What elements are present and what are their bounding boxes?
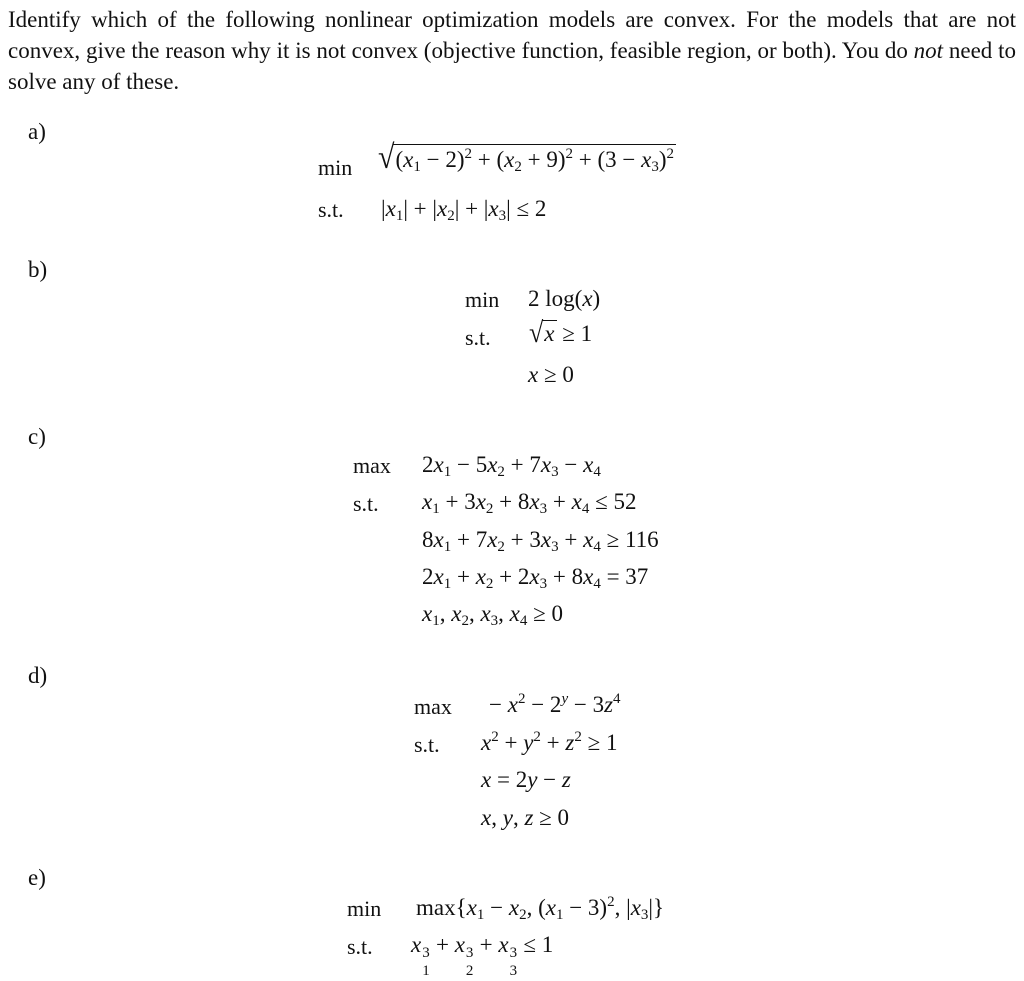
prompt-text-before: Identify which of the following nonlinear optimization models are convex. For the models that are not convex, give the reason why it is not convex (objective function, feasible region, or both). You do bbox=[8, 7, 1016, 63]
problem-e-objective: $\max\{x_1 - x_2$, $(x_1 - 3)^2$, $|x_3|$} bbox=[416, 894, 665, 923]
prompt-text-after: need to solve any of these. bbox=[8, 38, 1017, 94]
problem-c-constraint-keyword: s.t. bbox=[353, 491, 379, 516]
problem-d-objective: − $x^2 - 2^y - 3z^4$ bbox=[489, 691, 621, 717]
problem-b-constraint-2: x ≥ 0 bbox=[528, 362, 574, 387]
sqrt-symbol: √ bbox=[529, 316, 544, 349]
problem-b-constraint-keyword: s.t. bbox=[465, 325, 491, 350]
problem-c-label: c) bbox=[28, 424, 46, 449]
problem-d-label: d) bbox=[28, 663, 48, 688]
problem-d-constraint-keyword: s.t. bbox=[414, 732, 440, 757]
problem-a-label: a) bbox=[28, 119, 46, 144]
problem-c-objective: $2x_1 - 5x_2 + 7x_3 - x_4$ bbox=[422, 452, 601, 480]
question-prompt bbox=[8, 4, 1016, 97]
problem-c-constraint-2: $8x_1 + 7x_2 + 3x_3 + x_4 \ge 116$ bbox=[422, 527, 659, 555]
problem-d-constraint-1: $x^2 + y^2 + z^2 \ge 1$ bbox=[481, 729, 618, 755]
problem-c-objective-keyword: max bbox=[353, 453, 391, 478]
problem-a-objective: $√(x_1 - 2)^2 + (x_2 + 9)^2 + (3 - x_3)^2$ bbox=[378, 138, 674, 176]
problem-d-objective-keyword: max bbox=[414, 694, 452, 719]
problem-e-constraint-keyword: s.t. bbox=[347, 934, 373, 959]
problem-c-constraint-4: $x_1$, $x_2$, $x_3$, $x_4 \ge 0$ bbox=[422, 601, 563, 629]
problem-e-objective-keyword: min bbox=[347, 896, 382, 921]
problem-e-label: e) bbox=[28, 865, 46, 890]
problem-b-objective: 2 log(x) bbox=[528, 286, 601, 311]
sqrt-symbol: √ bbox=[378, 138, 395, 176]
problem-c-constraint-1: $x_1 + 3x_2 + 8x_3 + x_4 \le 52$ bbox=[422, 489, 637, 517]
prompt-emphasis: not bbox=[913, 38, 944, 63]
problem-b-label: b) bbox=[28, 257, 48, 282]
problem-a-constraint-1: $|x_1| + |x_2| + |x_3| \le 2$ bbox=[381, 196, 547, 224]
problem-a-objective-keyword: min bbox=[318, 155, 353, 180]
problem-c-constraint-3: $2x_1 + x_2 + 2x_3 + 8x_4 = 37$ bbox=[422, 564, 649, 592]
problem-b-constraint-1: √x ≥ 1 bbox=[529, 316, 593, 349]
problem-d-constraint-2: x = 2y − z bbox=[481, 767, 571, 792]
problem-b-objective-keyword: min bbox=[465, 287, 500, 312]
problem-a-constraint-keyword: s.t. bbox=[318, 197, 344, 222]
problem-d-constraint-3: x, y, z ≥ 0 bbox=[481, 805, 570, 830]
problem-e-constraint-1: x 3 1 + x 3 2 + x 3 3 ≤ 1 bbox=[411, 932, 554, 979]
